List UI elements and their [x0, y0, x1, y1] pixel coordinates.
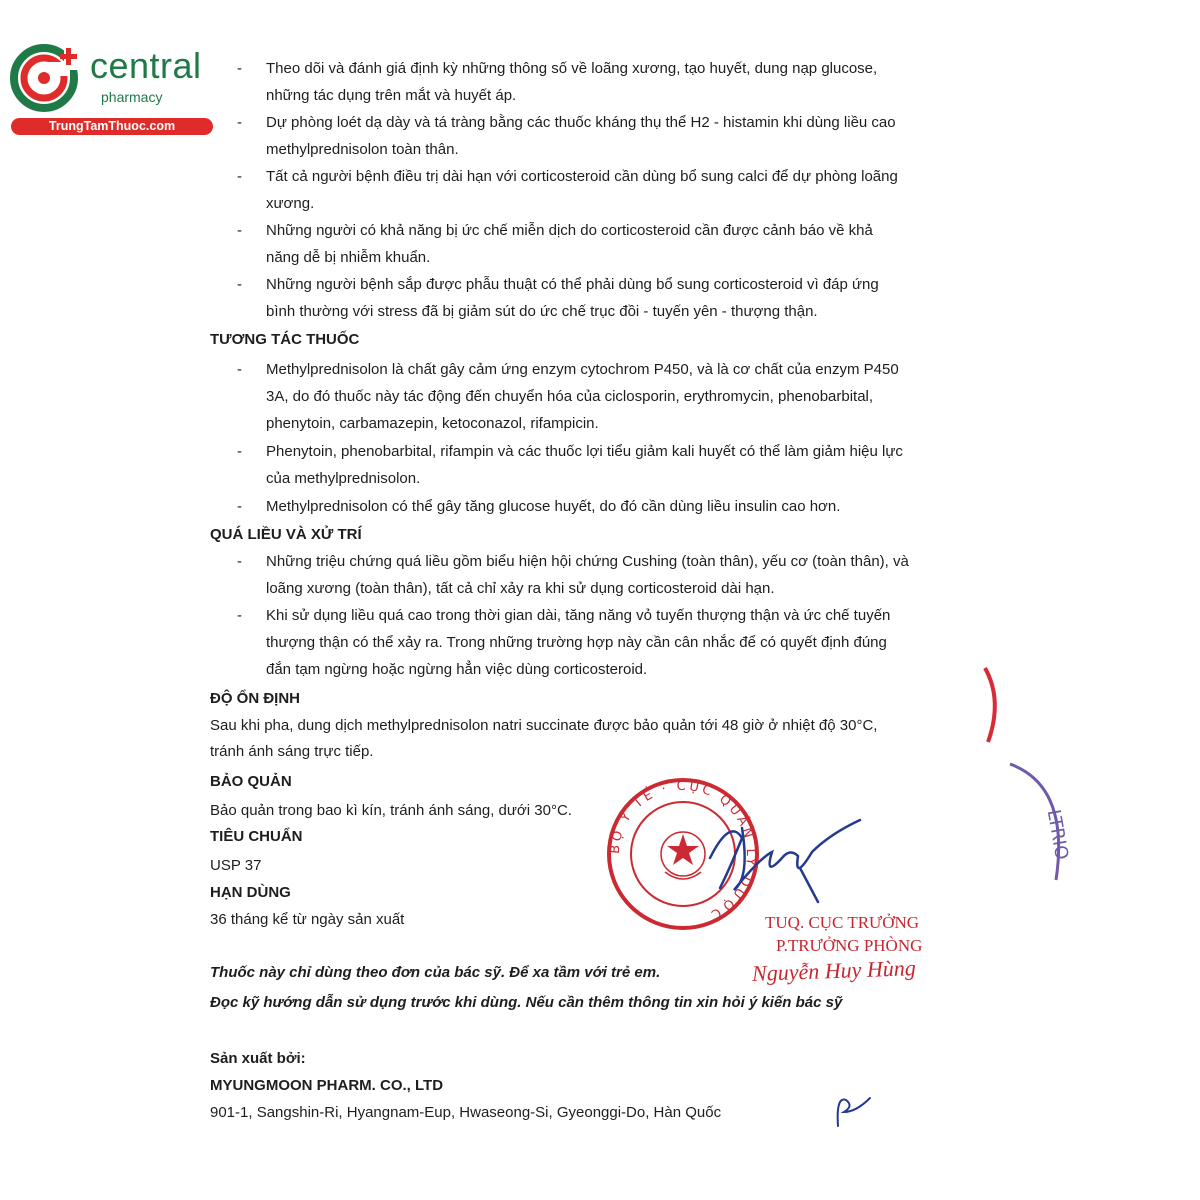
list-item — [237, 602, 1007, 683]
bullet-line: Methylprednisolon là chất gây cảm ứng enzym cytochrom P450, và là cơ chất của enzym P450 — [266, 361, 899, 378]
signatory-title-1: TUQ. CỤC TRƯỞNG — [765, 913, 920, 932]
manufacturer-address: 901-1, Sangshin-Ri, Hyangnam-Eup, Hwaseong-Si, Gyeonggi-Do, Hàn Quốc — [210, 1104, 722, 1121]
paragraph-line: Sau khi pha, dung dịch methylprednisolon natri succinate được bảo quản tới 48 giờ ở nhiệt độ 30°C, — [210, 717, 878, 734]
warning-line-1: Thuốc này chỉ dùng theo đơn của bác sỹ. Để xa tầm với trẻ em. — [210, 964, 661, 981]
bullet-line: của methylprednisolon. — [266, 470, 421, 487]
bullet-line: Phenytoin, phenobarbital, rifampin và các thuốc lợi tiểu giảm kali huyết có thể làm giảm hiệu lực — [266, 443, 903, 460]
bullet-dash: - — [237, 498, 242, 515]
bullet-line: Dự phòng loét dạ dày và tá tràng bằng các thuốc kháng thụ thể H2 - histamin khi dùng liều cao — [266, 114, 896, 131]
list-item — [237, 163, 1007, 217]
bullet-dash: - — [237, 222, 242, 239]
signatory-title-2: P.TRƯỞNG PHÒNG — [776, 936, 923, 955]
section-heading-storage: BẢO QUẢN — [210, 773, 292, 790]
section-heading-standard: TIÊU CHUẨN — [210, 828, 303, 845]
bullet-dash: - — [237, 361, 242, 378]
bullet-dash: - — [237, 553, 242, 570]
brand-url[interactable]: TrungTamThuoc.com — [11, 118, 213, 135]
section-heading-shelf-life: HẠN DÙNG — [210, 884, 291, 901]
manufacturer-label: Sản xuất bởi: — [210, 1050, 306, 1067]
seal-text: BỘ Y TẾ · CỤC QUẢN LÝ DƯỢC — [607, 778, 759, 924]
bullet-line: loãng xương (toàn thân), tất cả chỉ xảy ra khi sử dụng corticosteroid dài hạn. — [266, 580, 775, 597]
bullet-line: những tác dụng trên mắt và huyết áp. — [266, 87, 517, 104]
storage-text: Bảo quản trong bao kì kín, tránh ánh sáng, dưới 30°C. — [210, 802, 572, 819]
list-item — [237, 356, 1007, 437]
bullet-line: thượng thận có thể xảy ra. Trong những trường hợp này cần cân nhắc để có quyết định đúng — [266, 634, 887, 651]
stability-text — [210, 713, 1010, 765]
section-heading-stability: ĐỘ ỔN ĐỊNH — [210, 690, 300, 707]
shelf-life-text: 36 tháng kể từ ngày sản xuất — [210, 911, 405, 928]
bullet-dash: - — [237, 114, 242, 131]
bullet-line: 3A, do đó thuốc này tác động đến chuyển hóa của ciclosporin, erythromycin, phenobarbital, — [266, 388, 874, 405]
warning-line-2: Đọc kỹ hướng dẫn sử dụng trước khi dùng. Nếu cần thêm thông tin xin hỏi ý kiến bác sỹ — [210, 994, 843, 1011]
list-item — [237, 217, 1007, 271]
standard-text: USP 37 — [210, 857, 262, 874]
bullet-line: phenytoin, carbamazepin, ketoconazol, rifampicin. — [266, 415, 599, 432]
bullet-line: Những người bệnh sắp được phẫu thuật có thể phải dùng bổ sung corticosteroid vì đáp ứng — [266, 276, 879, 293]
bullet-line: Tất cả người bệnh điều trị dài hạn với corticosteroid cần dùng bổ sung calci để dự phòng loãng — [266, 168, 898, 185]
bullet-line: năng dễ bị nhiễm khuẩn. — [266, 249, 431, 266]
bullet-dash: - — [237, 60, 242, 77]
bullet-dash: - — [237, 168, 242, 185]
bullet-line: đắn tạm ngừng hoặc ngừng hẳn việc dùng corticosteroid. — [266, 661, 648, 678]
bullet-line: Những người có khả năng bị ức chế miễn dịch do corticosteroid cần được cảnh báo về khả — [266, 222, 873, 239]
bullet-line: xương. — [266, 195, 315, 212]
partial-stamp-text: LTRIO — [1042, 807, 1073, 862]
list-item — [237, 438, 1007, 492]
list-item — [237, 109, 1007, 163]
bullet-line: Methylprednisolon có thể gây tăng glucose huyết, do đó cần dùng liều insulin cao hơn. — [266, 498, 841, 515]
bullet-line: Khi sử dụng liều quá cao trong thời gian dài, tăng năng vỏ tuyến thượng thận và ức chế tuyến — [266, 607, 891, 624]
signatory-name: Nguyễn Huy Hùng — [751, 955, 917, 986]
list-item — [237, 55, 1007, 109]
bullet-line: Theo dõi và đánh giá định kỳ những thông số về loãng xương, tạo huyết, dung nạp glucose, — [266, 60, 878, 77]
bullet-dash: - — [237, 607, 242, 624]
brand-subtitle: pharmacy — [101, 89, 163, 105]
bullet-dash: - — [237, 443, 242, 460]
list-item — [237, 493, 1007, 520]
bullet-dash: - — [237, 276, 242, 293]
bullet-line: Những triệu chứng quá liều gồm biểu hiện hội chứng Cushing (toàn thân), yếu cơ (toàn thân), và — [266, 553, 909, 570]
list-item — [237, 271, 1007, 325]
manufacturer-name: MYUNGMOON PHARM. CO., LTD — [210, 1077, 444, 1094]
bullet-line: methylprednisolon toàn thân. — [266, 141, 459, 158]
list-item — [237, 548, 1007, 602]
paragraph-line: tránh ánh sáng trực tiếp. — [210, 743, 374, 760]
brand-name: central — [90, 45, 202, 86]
bullet-line: bình thường với stress đã bị giảm sút do ức chế trục đồi - tuyến yên - thượng thận. — [266, 303, 818, 320]
section-heading-interactions: TƯƠNG TÁC THUỐC — [210, 331, 360, 348]
section-heading-overdose: QUÁ LIỀU VÀ XỬ TRÍ — [210, 526, 362, 543]
